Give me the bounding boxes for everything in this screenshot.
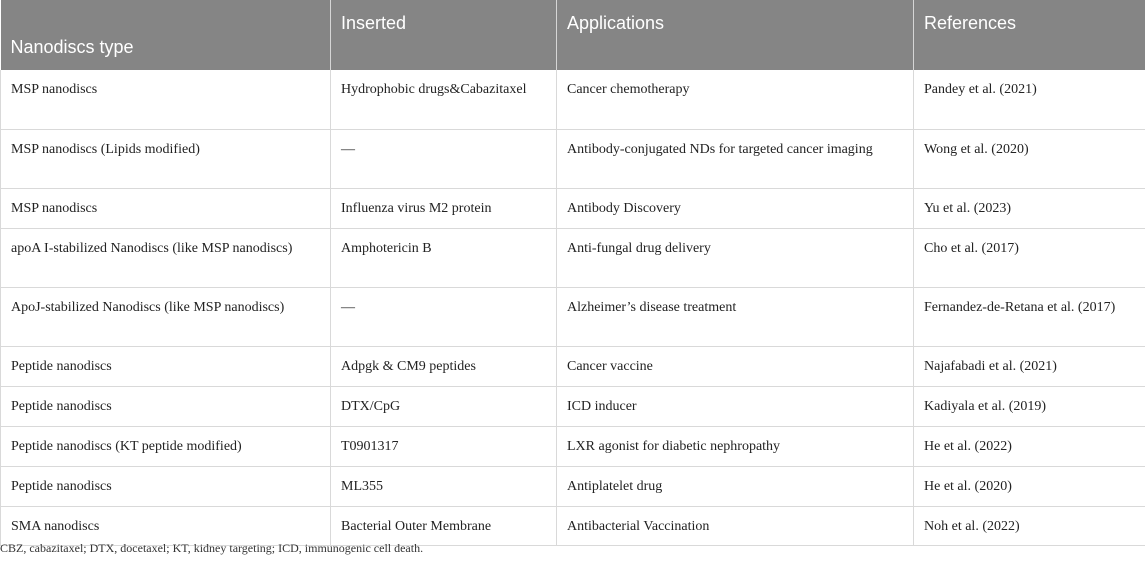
cell-inserted: Hydrophobic drugs&Cabazitaxel xyxy=(331,70,557,129)
cell-type: Peptide nanodiscs (KT peptide modified) xyxy=(1,426,331,466)
table-row xyxy=(1,386,1145,426)
cell-reference: He et al. (2020) xyxy=(914,466,1145,506)
cell-application: Antibody-conjugated NDs for targeted cancer imaging xyxy=(557,129,914,188)
table-row xyxy=(1,466,1145,506)
table-row xyxy=(1,188,1145,228)
table-row xyxy=(1,506,1145,545)
cell-inserted: Influenza virus M2 protein xyxy=(331,188,557,228)
cell-reference: Fernandez-de-Retana et al. (2017) xyxy=(914,287,1145,346)
table-row xyxy=(1,228,1145,287)
cell-application: ICD inducer xyxy=(557,386,914,426)
cell-inserted: — xyxy=(331,287,557,346)
cell-application: Antibody Discovery xyxy=(557,188,914,228)
cell-type: Peptide nanodiscs xyxy=(1,386,331,426)
table-row xyxy=(1,70,1145,129)
cell-inserted: T0901317 xyxy=(331,426,557,466)
cell-inserted: — xyxy=(331,129,557,188)
cell-type: Peptide nanodiscs xyxy=(1,346,331,386)
cell-application: Anti-fungal drug delivery xyxy=(557,228,914,287)
cell-reference: Kadiyala et al. (2019) xyxy=(914,386,1145,426)
table-row xyxy=(1,287,1145,346)
header-row xyxy=(1,0,1145,70)
cell-type: MSP nanodiscs (Lipids modified) xyxy=(1,129,331,188)
cell-application: LXR agonist for diabetic nephropathy xyxy=(557,426,914,466)
cell-inserted: Amphotericin B xyxy=(331,228,557,287)
cell-type: MSP nanodiscs xyxy=(1,188,331,228)
cell-type: MSP nanodiscs xyxy=(1,70,331,129)
table-body xyxy=(1,70,1145,545)
header-inserted: Inserted xyxy=(331,0,557,70)
cell-reference: He et al. (2022) xyxy=(914,426,1145,466)
cell-inserted: Adpgk & CM9 peptides xyxy=(331,346,557,386)
cell-reference: Cho et al. (2017) xyxy=(914,228,1145,287)
cell-reference: Najafabadi et al. (2021) xyxy=(914,346,1145,386)
cell-reference: Yu et al. (2023) xyxy=(914,188,1145,228)
cell-type: Peptide nanodiscs xyxy=(1,466,331,506)
cell-type: ApoJ-stabilized Nanodiscs (like MSP nanodiscs) xyxy=(1,287,331,346)
header-references: References xyxy=(914,0,1145,70)
cell-reference: Noh et al. (2022) xyxy=(914,506,1145,545)
table-row xyxy=(1,129,1145,188)
cell-inserted: DTX/CpG xyxy=(331,386,557,426)
cell-reference: Pandey et al. (2021) xyxy=(914,70,1145,129)
cell-type: SMA nanodiscs xyxy=(1,506,331,545)
cell-application: Cancer vaccine xyxy=(557,346,914,386)
cell-application: Cancer chemotherapy xyxy=(557,70,914,129)
cell-reference: Wong et al. (2020) xyxy=(914,129,1145,188)
cell-inserted: ML355 xyxy=(331,466,557,506)
table-footnote: CBZ, cabazitaxel; DTX, docetaxel; KT, kidney targeting; ICD, immunogenic cell death. xyxy=(0,541,424,555)
table-row xyxy=(1,426,1145,466)
cell-application: Antibacterial Vaccination xyxy=(557,506,914,545)
cell-application: Antiplatelet drug xyxy=(557,466,914,506)
cell-inserted: Bacterial Outer Membrane xyxy=(331,506,557,545)
table-header xyxy=(1,0,1145,70)
table-row xyxy=(1,346,1145,386)
header-applications: Applications xyxy=(557,0,914,70)
header-nanodiscs-type: Nanodiscs type xyxy=(1,0,331,70)
cell-type: apoA I-stabilized Nanodiscs (like MSP nanodiscs) xyxy=(1,228,331,287)
cell-application: Alzheimer’s disease treatment xyxy=(557,287,914,346)
